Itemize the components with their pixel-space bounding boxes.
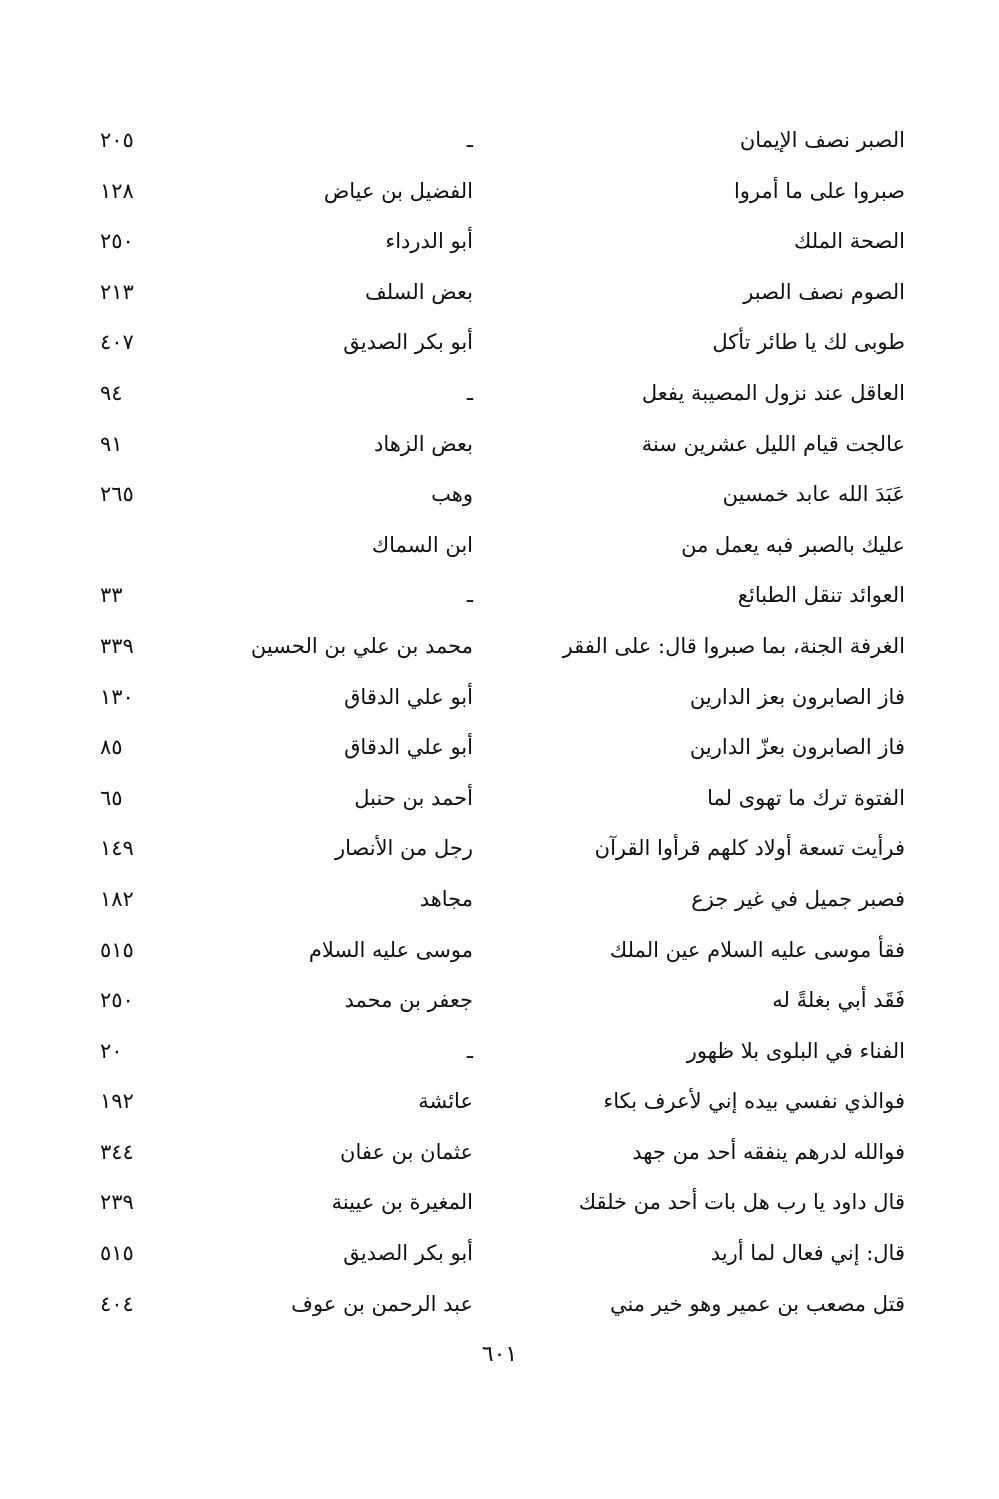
index-row — [100, 371, 905, 422]
saying-text: طوبى لك يا طائر تأكل — [712, 330, 905, 355]
saying-text: فاز الصابرون بعزّ الدارين — [689, 735, 905, 760]
index-row — [100, 118, 905, 169]
index-row — [100, 1079, 905, 1130]
saying-text: عالجت قيام الليل عشرين سنة — [641, 431, 905, 456]
narrator-name: أبو بكر الصديق — [343, 330, 473, 355]
narrator-name: عبد الرحمن بن عوف — [291, 1291, 473, 1316]
narrator-name: عائشة — [418, 1089, 473, 1114]
page-reference: ٢٣٩ — [100, 1190, 134, 1215]
narrator-name: ـ — [466, 128, 473, 152]
index-row — [100, 624, 905, 675]
index-row — [100, 270, 905, 321]
narrator-name: وهب — [431, 482, 473, 507]
page-reference: ١٩٢ — [100, 1089, 134, 1114]
narrator-name: أبو علي الدقاق — [344, 684, 473, 709]
narrator-name: عثمان بن عفان — [340, 1139, 473, 1164]
saying-text: فصبر جميل في غير جزع — [691, 886, 905, 911]
index-row — [100, 1180, 905, 1231]
index-row — [100, 877, 905, 928]
page-reference: ٢١٣ — [100, 279, 134, 304]
narrator-name: أبو بكر الصديق — [343, 1241, 473, 1266]
page-reference: ٣٤٤ — [100, 1139, 134, 1164]
saying-text: الصوم نصف الصبر — [743, 279, 905, 304]
saying-text: فوالذي نفسي بيده إني لأعرف بكاء — [603, 1089, 905, 1114]
saying-text: فاز الصابرون بعز الدارين — [689, 684, 905, 709]
index-row — [100, 1029, 905, 1080]
page-number: ٦٠١ — [481, 1342, 518, 1367]
narrator-name: موسى عليه السلام — [308, 937, 473, 962]
saying-text: قتل مصعب بن عمير وهو خير مني — [609, 1291, 905, 1316]
page-reference: ١٢٨ — [100, 178, 134, 203]
index-row — [100, 219, 905, 270]
saying-text: صبروا على ما أمروا — [733, 178, 905, 203]
narrator-name: ـ — [466, 583, 473, 608]
index-row — [100, 776, 905, 827]
narrator-name: ابن السماك — [371, 532, 473, 557]
index-row — [100, 978, 905, 1029]
index-row — [100, 826, 905, 877]
narrator-name: محمد بن علي بن الحسين — [250, 633, 473, 658]
index-row — [100, 725, 905, 776]
index-row — [100, 523, 905, 574]
saying-text: عَبَدَ الله عابد خمسين — [722, 482, 905, 507]
page-reference: ٢٥٠ — [100, 229, 134, 254]
narrator-name: أبو الدرداء — [385, 229, 473, 254]
index-row — [100, 169, 905, 220]
page-reference: ٢٠٥ — [100, 128, 134, 152]
page-reference: ١٤٩ — [100, 836, 134, 861]
saying-text: فقأ موسى عليه السلام عين الملك — [609, 937, 905, 962]
narrator-name: ـ — [466, 380, 473, 405]
index-row — [100, 573, 905, 624]
saying-text: الغرفة الجنة، بما صبروا قال: على الفقر — [562, 633, 905, 658]
page-reference: ٢٦٥ — [100, 482, 134, 507]
page-reference: ٩٤ — [100, 380, 123, 405]
index-row — [100, 1282, 905, 1333]
index-row — [100, 422, 905, 473]
index-row — [100, 1231, 905, 1282]
saying-text: الصحة الملك — [794, 229, 905, 254]
page-reference: ٣٣٩ — [100, 633, 134, 658]
narrator-name: الفضيل بن عياض — [323, 178, 473, 203]
index-row — [100, 320, 905, 371]
narrator-name: جعفر بن محمد — [344, 988, 473, 1013]
page-reference: ١٣٠ — [100, 684, 134, 709]
saying-text: فَقَد أبي بغلةً له — [772, 988, 905, 1013]
narrator-name: مجاهد — [419, 886, 473, 911]
index-row — [100, 1130, 905, 1181]
narrator-name: أحمد بن حنبل — [354, 785, 473, 810]
saying-text: قال داود يا رب هل بات أحد من خلقك — [578, 1190, 905, 1215]
narrator-name: ـ — [466, 1038, 473, 1063]
page-reference: ٩١ — [100, 431, 123, 456]
saying-text: العوائد تنقل الطبائع — [737, 583, 905, 608]
narrator-name: بعض السلف — [364, 279, 473, 304]
saying-text: الفتوة ترك ما تهوى لما — [707, 785, 905, 810]
narrator-name: أبو علي الدقاق — [344, 735, 473, 760]
saying-text: قال: إني فعال لما أريد — [710, 1241, 905, 1266]
saying-text: الفناء في البلوى بلا ظهور — [686, 1038, 905, 1063]
sayings-index-table — [100, 118, 905, 1332]
narrator-name: المغيرة بن عيينة — [331, 1190, 473, 1215]
saying-text: عليك بالصبر فبه يعمل من — [681, 532, 905, 557]
page-reference: ٢٥٠ — [100, 988, 134, 1013]
narrator-name: رجل من الأنصار — [334, 836, 473, 861]
page-reference: ٥١٥ — [100, 1241, 134, 1266]
page-reference: ٨٥ — [100, 735, 123, 760]
saying-text: فرأيت تسعة أولاد كلهم قرأوا القرآن — [594, 836, 905, 861]
page-reference: ٢٠ — [100, 1038, 123, 1063]
page-reference: ١٨٢ — [100, 886, 134, 911]
index-row — [100, 472, 905, 523]
saying-text: العاقل عند نزول المصيبة يفعل — [641, 380, 905, 405]
page-reference: ٥١٥ — [100, 937, 134, 962]
saying-text: فوالله لدرهم ينفقه أحد من جهد — [632, 1139, 905, 1164]
saying-text: الصبر نصف الإيمان — [739, 128, 905, 152]
index-row — [100, 675, 905, 726]
page-reference: ٦٥ — [100, 785, 123, 810]
page-reference: ٤٠٧ — [100, 330, 134, 355]
page-reference: ٤٠٤ — [100, 1291, 134, 1316]
index-row — [100, 928, 905, 979]
page-reference: ٣٣ — [100, 583, 123, 608]
narrator-name: بعض الزهاد — [373, 431, 473, 456]
